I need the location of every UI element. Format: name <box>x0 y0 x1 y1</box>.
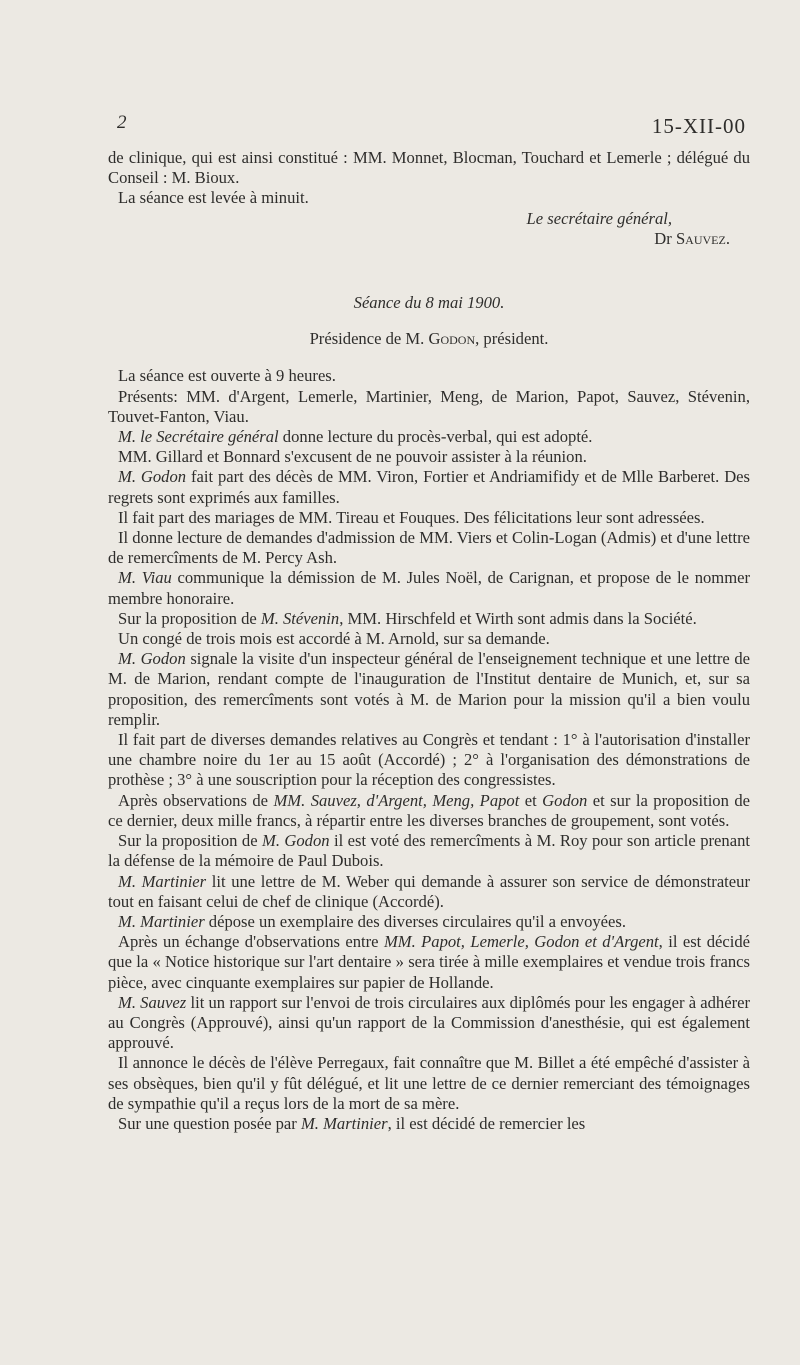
speaker-name: M. Stévenin <box>260 608 340 628</box>
signature-prefix: Dr <box>654 228 676 248</box>
paragraph-clinique: de clinique, qui est ainsi constitué : MM. Monnet, Blocman, Touchard et Lemerle ; délégué du Conseil : M. Bioux. <box>108 148 750 188</box>
signature-title-text: Le secrétaire général, <box>526 208 672 228</box>
paragraph-hirschfeld <box>108 609 750 629</box>
signature-name <box>108 229 750 249</box>
speaker-name: Godon <box>542 790 588 810</box>
date-mark: 15-XII-00 <box>651 114 746 138</box>
paragraph-circulaires <box>108 912 750 932</box>
paragraph-text: et <box>519 790 543 810</box>
paragraph-weber <box>108 872 750 912</box>
paragraph-text: dépose un exemplaire des diverses circulaires qu'il a envoyées. <box>204 911 627 931</box>
paragraph-text: signale la visite d'un inspecteur général de l'enseignement technique et une lettre de M. de Marion, rendant compte de l'inauguration de l'Institut dentaire de Munich, et, sur sa proposition, des remercîments sont votés à M. de Marion pour la mission qu'il a bien voulu remplir. <box>108 649 751 729</box>
paragraph-text: lit un rapport sur l'envoi de trois circulaires aux diplômés pour les engager à adhérer au Congrès (Approuvé), ainsi qu'un rapport de la Commission d'anesthésie, qui est également approuvé. <box>108 992 751 1053</box>
paragraph-text: Après un échange d'observations entre <box>118 932 384 952</box>
paragraph-question <box>108 1114 750 1134</box>
paragraph-text: et sur la proposition de ce dernier, deux mille francs, à répartir entre les diverses branches de groupement, sont votés. <box>108 790 750 830</box>
paragraph-text: Sur la proposition de <box>118 831 262 851</box>
presidency-name: Godon <box>428 329 476 349</box>
paragraph-deces <box>108 467 750 507</box>
paragraph-text: Sur la proposition de <box>118 608 261 628</box>
presidency-post: , président. <box>475 329 549 349</box>
paragraph-text: lit une lettre de M. Weber qui demande à assurer son service de démonstrateur tout en faisant celui de chef de clinique (Accordé). <box>108 871 750 911</box>
speaker-name: M. Martinier <box>118 911 205 931</box>
speaker-name: M. Martinier <box>118 871 207 891</box>
paragraph-proces-verbal <box>108 427 750 447</box>
speaker-name: M. Godon <box>118 649 186 669</box>
speaker-name: M. Godon <box>262 831 330 851</box>
paragraph-text: , il est décidé de remercier les <box>387 1113 586 1133</box>
paragraph-text: , il est décidé que la « Notice historique sur l'art dentaire » sera tirée à mille exemplaires et vendue trois francs pièce, avec cinquante exemplaires sur papier de Hollande. <box>108 932 750 992</box>
speaker-name: M. Sauvez <box>118 992 187 1012</box>
paragraph-text: il est voté des remercîments à M. Roy pour son article prenant la défense de la mémoire de Paul Dubois. <box>108 831 750 871</box>
paragraph-text: communique la démission de M. Jules Noël, de Carignan, et propose de le nommer membre honoraire. <box>108 568 750 608</box>
paragraph-admissions: Il donne lecture de demandes d'admission de MM. Viers et Colin-Logan (Admis) et d'une lettre de remercîments de M. Percy Ash. <box>108 528 750 568</box>
speaker-name: M. Viau <box>118 568 172 588</box>
paragraph-rapport <box>108 993 750 1054</box>
paragraph-presents: Présents: MM. d'Argent, Lemerle, Martinier, Meng, de Marion, Papot, Sauvez, Stévenin, Touvet-Fanton, Viau. <box>108 386 750 426</box>
paragraph-excuses: MM. Gillard et Bonnard s'excusent de ne pouvoir assister à la réunion. <box>118 447 587 467</box>
paragraph-text: Sur une question posée par <box>118 1113 301 1133</box>
paragraph-mariages: Il fait part des mariages de MM. Tireau et Fouques. Des félicitations leur sont adressées. <box>118 507 705 527</box>
paragraph-congres: Il fait part de diverses demandes relatives au Congrès et tendant : 1° à l'autorisation d'installer une chambre noire du 1er au 15 août (Accordé) ; 2° à l'organisation des démonstrations de prothèse ; 3° à une souscription pour la réception des congressistes. <box>108 730 750 790</box>
speaker-names: MM. Papot, Lemerle, Godon et d'Argent <box>383 932 659 952</box>
speaker-name: M. Martinier <box>300 1113 388 1133</box>
document-body <box>108 148 750 1134</box>
paragraph-conge: Un congé de trois mois est accordé à M. Arnold, sur sa demande. <box>118 629 550 649</box>
speaker-names: MM. Sauvez, d'Argent, Meng, Papot <box>273 790 520 810</box>
presidency-pre: Présidence de M. <box>309 329 429 349</box>
session-title-text: Séance du 8 mai 1900. <box>353 293 505 313</box>
session-title <box>108 293 750 313</box>
speaker-name: M. le Secrétaire général <box>118 427 279 447</box>
paragraph-text: , MM. Hirschfeld et Wirth sont admis dans la Société. <box>339 608 697 628</box>
paragraph-text: Après observations de <box>118 790 274 810</box>
presidency-line <box>108 329 750 349</box>
signature-name-text: Sauvez. <box>675 228 730 248</box>
paragraph-observations <box>108 791 750 831</box>
signature-title <box>108 209 750 229</box>
paragraph-demission <box>108 568 750 608</box>
paragraph-levee: La séance est levée à minuit. <box>118 188 309 208</box>
paragraph-text: donne lecture du procès-verbal, qui est adopté. <box>278 427 593 447</box>
paragraph-perregaux: Il annonce le décès de l'élève Perregaux, fait connaître que M. Billet a été empêché d'assister à ses obsèques, bien qu'il y fût délégué, et lit une lettre de ce dernier remerciant des témoignages de sympathie qu'il a reçus lors de la mort de sa mère. <box>108 1053 750 1113</box>
paragraph-inspecteur <box>108 649 750 730</box>
speaker-name: M. Godon <box>118 467 187 487</box>
paragraph-roy <box>108 831 750 871</box>
paragraph-text: fait part des décès de MM. Viron, Fortier et Andriamifidy et de Mlle Barberet. Des regrets sont exprimés aux familles. <box>108 467 751 507</box>
page-number: 2 <box>117 112 127 133</box>
paragraph-ouverture: La séance est ouverte à 9 heures. <box>118 366 336 386</box>
paragraph-notice <box>108 932 750 993</box>
